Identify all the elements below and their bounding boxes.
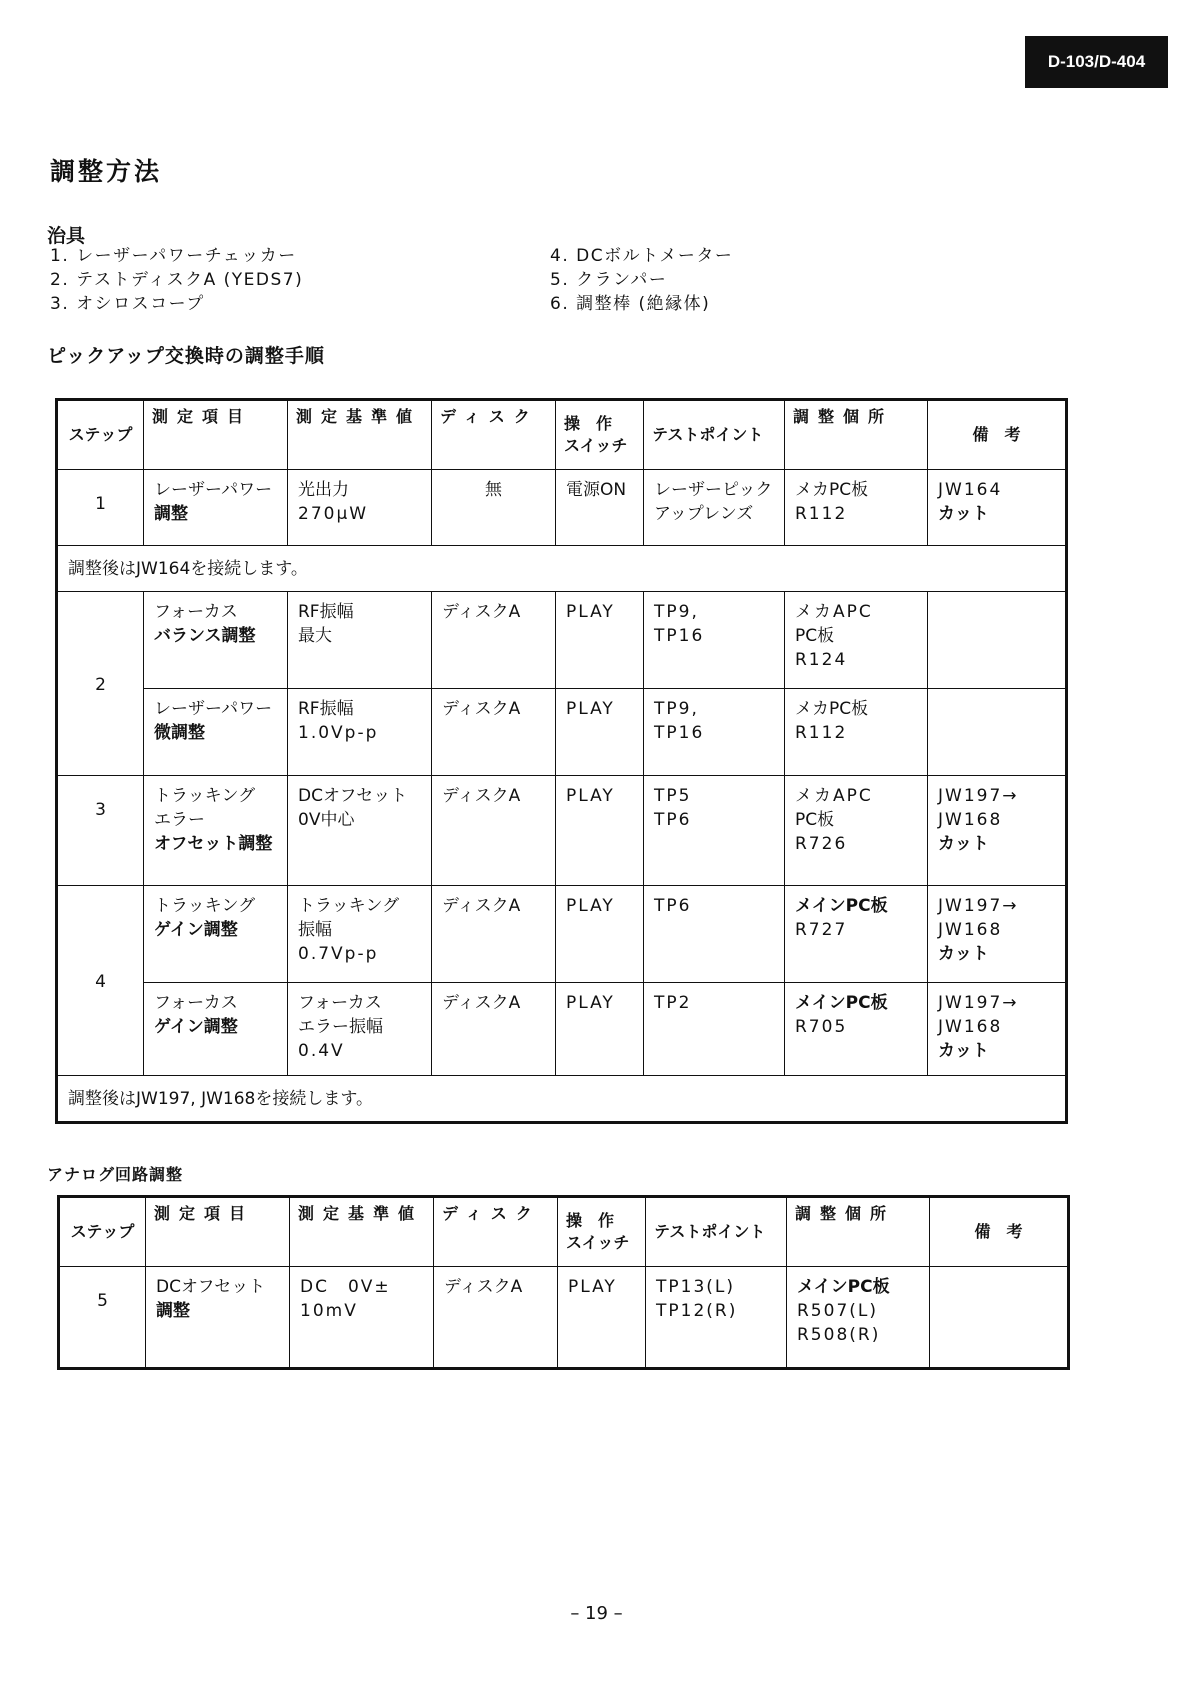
- header-testpoint: テストポイント: [646, 1197, 787, 1267]
- ref-cell: RF振幅 1.0Vp-p: [288, 689, 432, 776]
- note-row: [57, 546, 1067, 592]
- item-cell: レーザーパワー 微調整: [144, 689, 288, 776]
- header-step: ステップ: [59, 1197, 146, 1267]
- header-disc: ディスク: [434, 1197, 558, 1267]
- section-title-analog: アナログ回路調整: [47, 1165, 184, 1184]
- ref-cell: RF振幅 最大: [288, 592, 432, 689]
- ref-cell: DC 0V± 10mV: [290, 1267, 434, 1369]
- header-note: 備 考: [928, 400, 1067, 470]
- item-cell: DCオフセット 調整: [146, 1267, 290, 1369]
- header-adjust: 調整個所: [785, 400, 928, 470]
- switch-cell: 電源ON: [556, 470, 644, 546]
- header-item: 測定項目: [144, 400, 288, 470]
- tool-item: 1. レーザーパワーチェッカー: [50, 246, 297, 266]
- note-cell: JW197→ JW168 カット: [928, 776, 1067, 886]
- step-cell: 5: [59, 1267, 146, 1369]
- note-row: [57, 1076, 1067, 1123]
- disc-cell: ディスクA: [434, 1267, 558, 1369]
- tool-item: 3. オシロスコープ: [50, 294, 205, 314]
- note-after-step1: 調整後はJW164を接続します。: [57, 546, 1067, 592]
- disc-cell: ディスクA: [432, 592, 556, 689]
- adjust-cell: メインPC板 R507(L) R508(R): [787, 1267, 930, 1369]
- switch-cell: PLAY: [556, 983, 644, 1076]
- ref-cell: トラッキング 振幅 0.7Vp-p: [288, 886, 432, 983]
- switch-cell: PLAY: [556, 776, 644, 886]
- disc-cell: ディスクA: [432, 776, 556, 886]
- item-cell: フォーカス バランス調整: [144, 592, 288, 689]
- adjust-cell: メインPC板 R705: [785, 983, 928, 1076]
- adjust-cell: メカPC板 R112: [785, 689, 928, 776]
- table-row: [57, 470, 1067, 546]
- tools-list-right: [550, 244, 733, 316]
- testpoint-cell: レーザーピック アップレンズ: [644, 470, 785, 546]
- note-cell: JW164 カット: [928, 470, 1067, 546]
- header-ref: 測定基準値: [290, 1197, 434, 1267]
- switch-cell: PLAY: [556, 592, 644, 689]
- note-cell: [928, 689, 1067, 776]
- header-switch: 操 作 スイッチ: [556, 400, 644, 470]
- table-row: [57, 886, 1067, 983]
- tool-item: 2. テストディスクA (YEDS7): [50, 270, 304, 290]
- header-adjust: 調整個所: [787, 1197, 930, 1267]
- disc-cell: 無: [432, 470, 556, 546]
- step-cell: 3: [57, 776, 144, 886]
- switch-cell: PLAY: [556, 886, 644, 983]
- step-cell: 2: [57, 592, 144, 776]
- disc-cell: ディスクA: [432, 689, 556, 776]
- testpoint-cell: TP6: [644, 886, 785, 983]
- adjust-cell: メカPC板 R112: [785, 470, 928, 546]
- testpoint-cell: TP9, TP16: [644, 689, 785, 776]
- note-cell: JW197→ JW168 カット: [928, 886, 1067, 983]
- tool-item: 6. 調整棒 (絶縁体): [550, 294, 711, 314]
- header-step: ステップ: [57, 400, 144, 470]
- table-header-row: [57, 400, 1067, 470]
- disc-cell: ディスクA: [432, 886, 556, 983]
- step-cell: 4: [57, 886, 144, 1076]
- table-row: [57, 689, 1067, 776]
- table-row: [57, 983, 1067, 1076]
- testpoint-cell: TP2: [644, 983, 785, 1076]
- model-badge: D-103/D-404: [1025, 36, 1168, 88]
- ref-cell: DCオフセット 0V中心: [288, 776, 432, 886]
- ref-cell: 光出力 270μW: [288, 470, 432, 546]
- item-cell: トラッキング エラー オフセット調整: [144, 776, 288, 886]
- switch-cell: PLAY: [558, 1267, 646, 1369]
- adjust-cell: メカAPC PC板 R124: [785, 592, 928, 689]
- table-row: [57, 776, 1067, 886]
- header-disc: ディスク: [432, 400, 556, 470]
- page-number: – 19 –: [570, 1603, 623, 1624]
- header-switch: 操 作 スイッチ: [558, 1197, 646, 1267]
- testpoint-cell: TP9, TP16: [644, 592, 785, 689]
- switch-cell: PLAY: [556, 689, 644, 776]
- note-cell: [930, 1267, 1069, 1369]
- note-after-step4: 調整後はJW197, JW168を接続します。: [57, 1076, 1067, 1123]
- tools-list-left: [50, 244, 303, 316]
- table-row: [59, 1267, 1069, 1369]
- testpoint-cell: TP5 TP6: [644, 776, 785, 886]
- page-title: 調整方法: [50, 157, 163, 186]
- analog-adjustment-table: [57, 1195, 1070, 1370]
- pickup-adjustment-table: [55, 398, 1068, 1124]
- note-cell: JW197→ JW168 カット: [928, 983, 1067, 1076]
- item-cell: トラッキング ゲイン調整: [144, 886, 288, 983]
- disc-cell: ディスクA: [432, 983, 556, 1076]
- header-testpoint: テストポイント: [644, 400, 785, 470]
- tool-item: 5. クランパー: [550, 270, 668, 290]
- section-title-pickup: ピックアップ交換時の調整手順: [47, 345, 325, 367]
- tool-item: 4. DCボルトメーター: [550, 246, 734, 266]
- step-cell: 1: [57, 470, 144, 546]
- testpoint-cell: TP13(L) TP12(R): [646, 1267, 787, 1369]
- adjust-cell: メカAPC PC板 R726: [785, 776, 928, 886]
- note-cell: [928, 592, 1067, 689]
- header-ref: 測定基準値: [288, 400, 432, 470]
- table-header-row: [59, 1197, 1069, 1267]
- tools-heading: 治具: [47, 225, 86, 247]
- item-cell: レーザーパワー 調整: [144, 470, 288, 546]
- item-cell: フォーカス ゲイン調整: [144, 983, 288, 1076]
- adjust-cell: メインPC板 R727: [785, 886, 928, 983]
- header-note: 備 考: [930, 1197, 1069, 1267]
- ref-cell: フォーカス エラー振幅 0.4V: [288, 983, 432, 1076]
- header-item: 測定項目: [146, 1197, 290, 1267]
- table-row: [57, 592, 1067, 689]
